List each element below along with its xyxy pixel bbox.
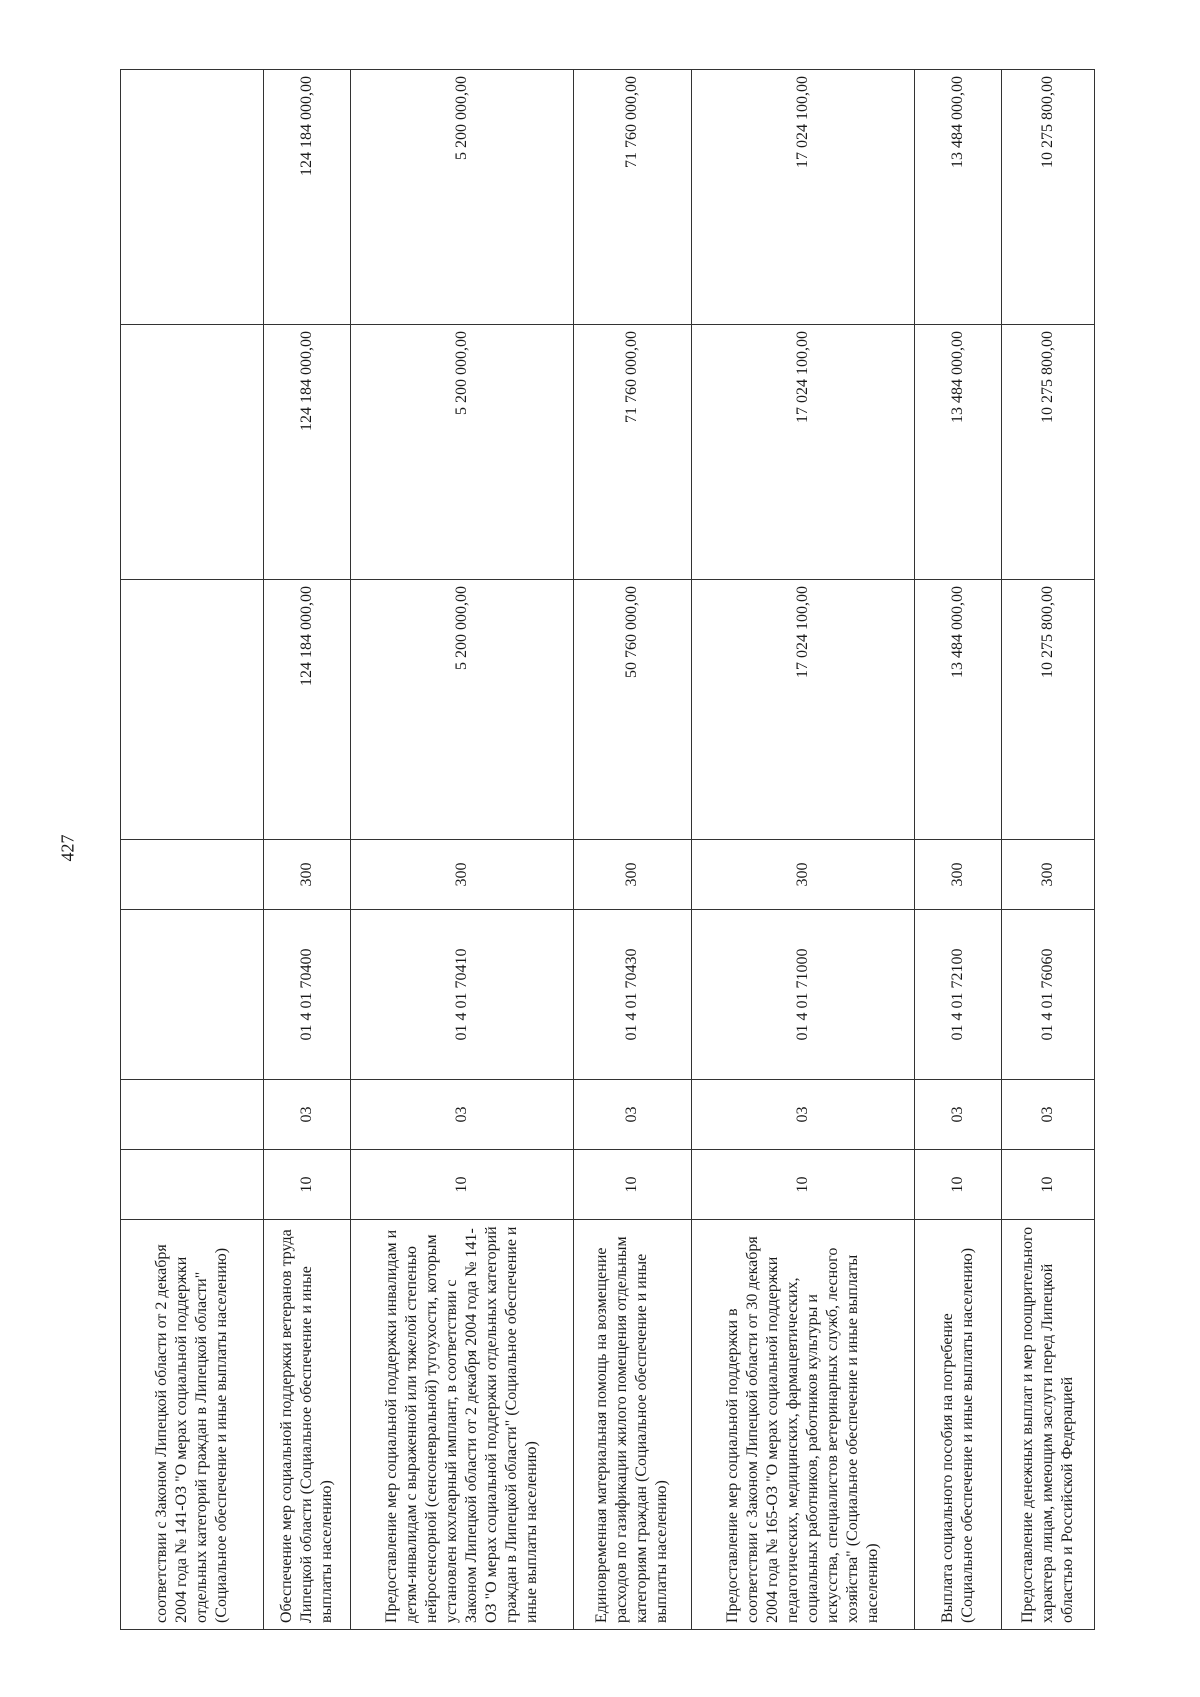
section-code: 10 xyxy=(264,1150,351,1220)
sum-1: 124 184 000,00 xyxy=(264,580,351,840)
row-name: Предоставление денежных выплат и мер поощрительного характера лицам, имеющим заслуги перед Липецкой областью и Российской Федерацией xyxy=(1001,1220,1094,1630)
expense-kind xyxy=(121,840,264,910)
subsection-code: 03 xyxy=(914,1080,1001,1150)
sum-2: 71 760 000,00 xyxy=(573,325,692,580)
sum-3: 10 275 800,00 xyxy=(1001,70,1094,325)
table-row xyxy=(573,70,692,1630)
row-name: соответствии с Законом Липецкой области от 2 декабря 2004 года № 141-ОЗ "О мерах социальной поддержки отдельных категорий граждан в Липецкой области" (Социальное обеспечение и иные выплаты населению) xyxy=(121,1220,264,1630)
subsection-code: 03 xyxy=(264,1080,351,1150)
row-name: Единовременная материальная помощь на возмещение расходов по газификации жилого помещения отдельным категориям граждан (Социальное обеспечение и иные выплаты населению) xyxy=(573,1220,692,1630)
subsection-code: 03 xyxy=(1001,1080,1094,1150)
target-code: 01 4 01 72100 xyxy=(914,910,1001,1080)
sum-1: 50 760 000,00 xyxy=(573,580,692,840)
sum-3: 13 484 000,00 xyxy=(914,70,1001,325)
sum-1: 5 200 000,00 xyxy=(350,580,573,840)
rotated-table-container xyxy=(120,70,1095,1630)
expense-kind: 300 xyxy=(1001,840,1094,910)
expense-kind: 300 xyxy=(692,840,915,910)
subsection-code xyxy=(121,1080,264,1150)
section-code xyxy=(121,1150,264,1220)
target-code: 01 4 01 70400 xyxy=(264,910,351,1080)
sum-1: 17 024 100,00 xyxy=(692,580,915,840)
target-code: 01 4 01 70410 xyxy=(350,910,573,1080)
expense-kind: 300 xyxy=(350,840,573,910)
sum-1: 13 484 000,00 xyxy=(914,580,1001,840)
section-code: 10 xyxy=(914,1150,1001,1220)
page-number: 427 xyxy=(57,834,78,862)
row-name: Выплата социального пособия на погребение (Социальное обеспечение и иные выплаты населению) xyxy=(914,1220,1001,1630)
sum-1: 10 275 800,00 xyxy=(1001,580,1094,840)
sum-2: 10 275 800,00 xyxy=(1001,325,1094,580)
table-row xyxy=(692,70,915,1630)
row-name: Предоставление мер социальной поддержки инвалидам и детям-инвалидам с выраженной или тяжелой степенью нейросенсорной (сенсоневральной) тугоухости, которым установлен кохлеарный имплант, в соответствии с Законом Липецкой области от 2 декабря 2004 года № 141-ОЗ "О мерах социальной поддержки отдельных категорий граждан в Липецкой области" (Социальное обеспечение и иные выплаты населению) xyxy=(350,1220,573,1630)
sum-3: 17 024 100,00 xyxy=(692,70,915,325)
section-code: 10 xyxy=(573,1150,692,1220)
section-code: 10 xyxy=(1001,1150,1094,1220)
table-row xyxy=(914,70,1001,1630)
sum-3: 124 184 000,00 xyxy=(264,70,351,325)
subsection-code: 03 xyxy=(350,1080,573,1150)
table-row xyxy=(350,70,573,1630)
table-row xyxy=(264,70,351,1630)
expense-kind: 300 xyxy=(914,840,1001,910)
target-code xyxy=(121,910,264,1080)
subsection-code: 03 xyxy=(692,1080,915,1150)
sum-2: 13 484 000,00 xyxy=(914,325,1001,580)
sum-3: 5 200 000,00 xyxy=(350,70,573,325)
sum-1 xyxy=(121,580,264,840)
sum-2: 5 200 000,00 xyxy=(350,325,573,580)
target-code: 01 4 01 76060 xyxy=(1001,910,1094,1080)
budget-table xyxy=(120,69,1095,1630)
sum-3: 71 760 000,00 xyxy=(573,70,692,325)
subsection-code: 03 xyxy=(573,1080,692,1150)
sum-2: 17 024 100,00 xyxy=(692,325,915,580)
table-row xyxy=(121,70,264,1630)
sum-2 xyxy=(121,325,264,580)
table-row xyxy=(1001,70,1094,1630)
sum-2: 124 184 000,00 xyxy=(264,325,351,580)
section-code: 10 xyxy=(692,1150,915,1220)
row-name: Предоставление мер социальной поддержки в соответствии с Законом Липецкой области от 30 декабря 2004 года № 165-ОЗ "О мерах социальной поддержки педагогических, медицинских, фармацевтических, социальных работников, работников культуры и искусства, специалистов ветеринарных служб, лесного хозяйства" (Социальное обеспечение и иные выплаты населению) xyxy=(692,1220,915,1630)
target-code: 01 4 01 70430 xyxy=(573,910,692,1080)
row-name: Обеспечение мер социальной поддержки ветеранов труда Липецкой области (Социальное обеспечение и иные выплаты населению) xyxy=(264,1220,351,1630)
expense-kind: 300 xyxy=(264,840,351,910)
expense-kind: 300 xyxy=(573,840,692,910)
section-code: 10 xyxy=(350,1150,573,1220)
target-code: 01 4 01 71000 xyxy=(692,910,915,1080)
sum-3 xyxy=(121,70,264,325)
